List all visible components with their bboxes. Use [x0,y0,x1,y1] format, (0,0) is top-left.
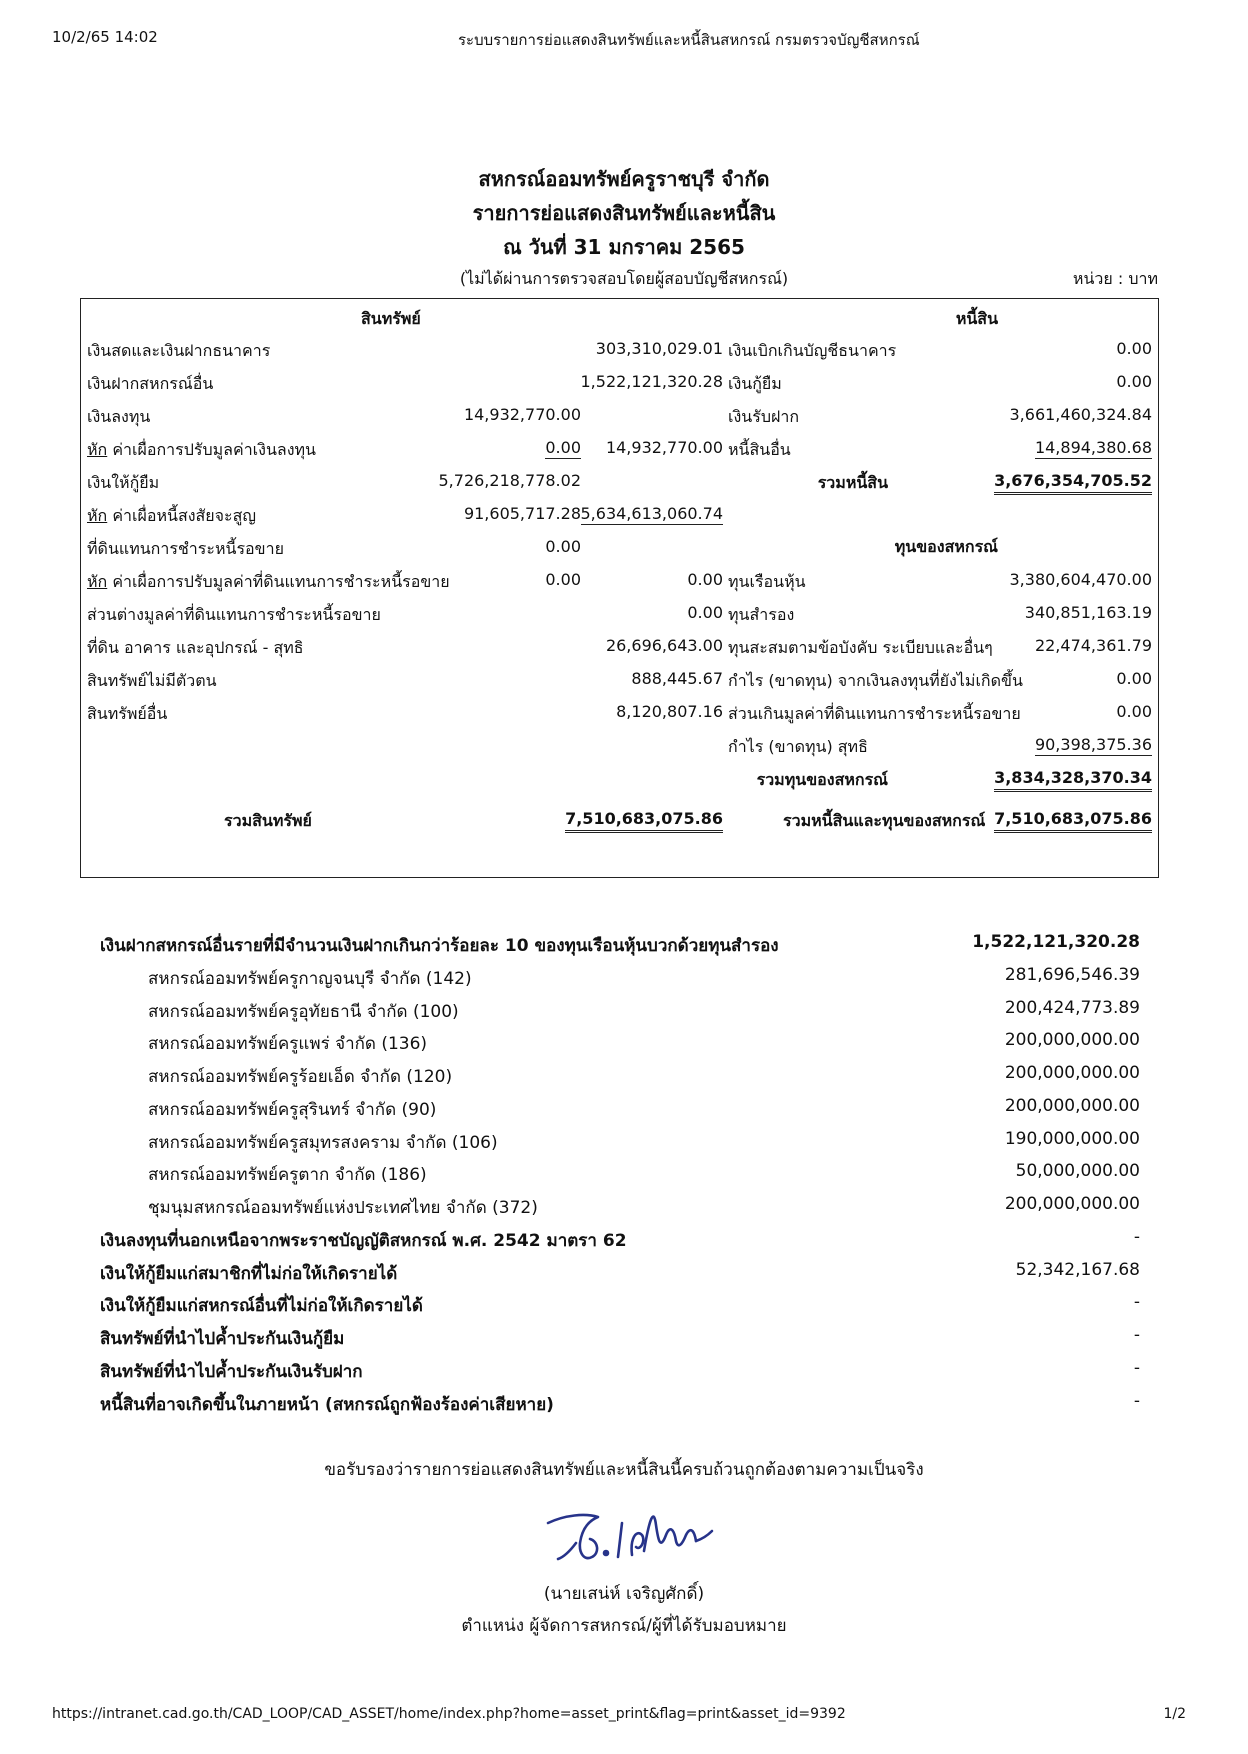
asset-value: 303,310,029.01 [595,339,723,358]
asset-subvalue: 14,932,770.00 [463,405,581,424]
report-date: ณ วันที่ 31 มกราคม 2565 [503,235,745,259]
total-assets-value: 7,510,683,075.86 [565,809,723,833]
equity-heading-row [81,535,1158,567]
asset-label-text: ค่าเผื่อหนี้สงสัยจะสูญ [107,506,257,525]
system-title: ระบบรายการย่อแสดงสินทรัพย์และหนี้สินสหกรณ์ กรมตรวจบัญชีสหกรณ์ [458,31,920,49]
sheet-row [81,570,1158,602]
disclosure-label: เงินให้กู้ยืมแก่สมาชิกที่ไม่ก่อให้เกิดรายได้ [100,1263,398,1284]
liability-label: ส่วนเกินมูลค่าที่ดินแทนการชำระหนี้รอขาย [728,704,1021,723]
asset-label [87,603,381,628]
asset-subvalue: 0.00 [545,438,581,457]
asset-value: 1,522,121,320.28 [580,372,723,391]
liability-label: ทุนเรือนหุ้น [728,572,806,591]
equity-heading: ทุนของสหกรณ์ [894,537,998,556]
sheet-row [81,636,1158,668]
deposit-row [0,1063,1248,1095]
asset-label [87,570,450,595]
deposit-row [0,1030,1248,1062]
audit-note: (ไม่ได้ผ่านการตรวจสอบโดยผู้สอบบัญชีสหกรณ์) [459,269,789,288]
asset-label-text: เงินฝากสหกรณ์อื่น [87,374,214,393]
deposit-coop-name: สหกรณ์ออมทรัพย์ครูสุรินทร์ จำกัด (90) [148,1099,437,1120]
deposit-row [0,998,1248,1030]
asset-subvalue: 91,605,717.28 [463,504,581,523]
liability-value: 3,834,328,370.34 [994,768,1152,792]
liability-label: เงินรับฝาก [728,407,800,426]
disclosure-amount: - [1133,1227,1140,1247]
print-datetime: 10/2/65 14:02 [52,28,158,46]
liability-label: ทุนสำรอง [728,605,795,624]
deposit-row [0,965,1248,997]
deposit-coop-name: สหกรณ์ออมทรัพย์ครูตาก จำกัด (186) [148,1165,427,1186]
deposit-amount: 50,000,000.00 [1015,1161,1140,1182]
sheet-row [81,471,1158,503]
deposit-amount: 200,000,000.00 [1004,1063,1140,1084]
liability-value: 14,894,380.68 [1034,438,1152,457]
deposit-row [0,1129,1248,1161]
disclosure-amount: - [1133,1357,1140,1378]
asset-label-text: ค่าเผื่อการปรับมูลค่าที่ดินแทนการชำระหนี้รอขาย [107,572,450,591]
disclosure-label: สินทรัพย์ที่นำไปค้ำประกันเงินกู้ยืม [100,1329,345,1350]
liability-label: เงินกู้ยืม [728,374,782,393]
asset-label-text: เงินสดและเงินฝากธนาคาร [87,341,271,360]
total-liab-equity-label: รวมหนี้สินและทุนของสหกรณ์ [783,811,986,830]
sheet-row [81,603,1158,635]
deposit-total: 1,522,121,320.28 [972,932,1140,952]
assets-heading: สินทรัพย์ [361,309,421,328]
footer-url[interactable]: https://intranet.cad.go.th/CAD_LOOP/CAD_ASSET/home/index.php?home=asset_print&flag=print&asset_id=9392 [52,1706,846,1722]
unit-label: หน่วย : บาท [1072,269,1158,288]
less-prefix: หัก [87,440,108,459]
liability-label: หนี้สินอื่น [728,440,791,459]
asset-value: 0.00 [687,603,723,622]
deposit-coop-name: สหกรณ์ออมทรัพย์ครูแพร่ จำกัด (136) [148,1034,428,1055]
asset-label [87,438,316,463]
disclosure-amount: 52,342,167.68 [1015,1259,1140,1280]
disclosure-label: สินทรัพย์ที่นำไปค้ำประกันเงินรับฝาก [100,1361,363,1382]
disclosure-amount: - [1133,1325,1140,1346]
deposit-coop-name: สหกรณ์ออมทรัพย์ครูกาญจนบุรี จำกัด (142) [148,969,472,989]
asset-subvalue: 5,726,218,778.02 [438,471,581,490]
disclosure-row [0,1292,1248,1324]
deposit-amount: 200,000,000.00 [1004,1030,1140,1051]
disclosure-row [0,1325,1248,1357]
asset-label [87,471,159,496]
less-prefix: หัก [87,506,108,525]
total-liab-equity-value: 7,510,683,075.86 [994,809,1152,833]
disclosure-row [0,1391,1248,1423]
liability-label: รวมหนี้สิน [817,473,888,492]
liability-value: 0.00 [1116,339,1152,358]
asset-value: 0.00 [687,570,723,589]
deposit-coop-name: สหกรณ์ออมทรัพย์ครูร้อยเอ็ด จำกัด (120) [148,1067,453,1088]
liability-value: 0.00 [1116,372,1152,391]
less-prefix: หัก [87,572,108,591]
deposit-coop-name: สหกรณ์ออมทรัพย์ครูอุทัยธานี จำกัด (100) [148,1001,459,1022]
asset-label-text: ส่วนต่างมูลค่าที่ดินแทนการชำระหนี้รอขาย [87,605,381,624]
deposit-heading: เงินฝากสหกรณ์อื่นรายที่มีจำนวนเงินฝากเกินกว่าร้อยละ 10 ของทุนเรือนหุ้นบวกด้วยทุนสำรอง [100,936,779,956]
asset-label-text: ที่ดินแทนการชำระหนี้รอขาย [87,539,284,558]
sheet-row [81,768,1158,800]
deposit-coop-name: สหกรณ์ออมทรัพย์ครูสมุทรสงคราม จำกัด (106) [148,1132,498,1153]
disclosure-amount: - [1133,1292,1140,1313]
asset-label [87,372,213,397]
sheet-headings [81,307,1158,339]
asset-label [87,405,150,430]
liability-value: 0.00 [1116,669,1152,688]
disclosure-amount: - [1133,1390,1140,1411]
asset-label [87,339,270,364]
asset-label-text: สินทรัพย์ไม่มีตัวตน [87,671,217,690]
deposit-amount: 200,424,773.89 [1004,997,1140,1018]
deposit-row [0,1161,1248,1193]
sheet-row [81,372,1158,404]
balance-sheet-box [80,298,1159,878]
deposit-amount: 281,696,546.39 [1004,965,1140,985]
liability-value: 3,676,354,705.52 [994,471,1152,495]
deposit-row [0,1096,1248,1128]
asset-subvalue: 0.00 [545,570,581,589]
signer-name: (นายเสน่ห์ เจริญศักดิ์) [543,1584,705,1604]
sheet-row [81,669,1158,701]
liability-label: กำไร (ขาดทุน) จากเงินลงทุนที่ยังไม่เกิดขึ้น [728,671,1023,690]
total-assets-label: รวมสินทรัพย์ [224,811,312,830]
asset-value: 5,634,613,060.74 [580,504,723,523]
deposit-amount: 200,000,000.00 [1004,1193,1140,1214]
certification-text: ขอรับรองว่ารายการย่อแสดงสินทรัพย์และหนี้สินนี้ครบถ้วนถูกต้องตามความเป็นจริง [324,1460,924,1480]
asset-subvalue: 0.00 [545,537,581,556]
coop-name: สหกรณ์ออมทรัพย์ครูราชบุรี จำกัด [478,167,770,191]
asset-value: 8,120,807.16 [616,702,723,721]
asset-label-text: ที่ดิน อาคาร และอุปกรณ์ - สุทธิ [87,638,304,657]
disclosure-row [0,1260,1248,1292]
asset-label [87,636,304,661]
deposit-amount: 190,000,000.00 [1004,1128,1140,1149]
sheet-row [81,438,1158,470]
asset-label-text: เงินให้กู้ยืม [87,473,160,492]
disclosure-label: เงินให้กู้ยืมแก่สหกรณ์อื่นที่ไม่ก่อให้เกิดรายได้ [100,1296,423,1317]
liability-value: 3,661,460,324.84 [1009,405,1152,424]
asset-label-text: เงินลงทุน [87,407,151,426]
liabilities-heading: หนี้สิน [955,309,998,328]
asset-value: 14,932,770.00 [605,438,723,457]
report-title: รายการย่อแสดงสินทรัพย์และหนี้สิน [472,201,776,225]
liability-value: 340,851,163.19 [1024,603,1152,622]
sheet-row [81,405,1158,437]
deposit-row [0,1194,1248,1226]
asset-label-text: ค่าเผื่อการปรับมูลค่าเงินลงทุน [107,440,316,459]
asset-label [87,669,217,694]
liability-value: 3,380,604,470.00 [1009,570,1152,589]
deposit-heading-row [0,932,1248,964]
asset-value: 26,696,643.00 [605,636,723,655]
asset-value: 888,445.67 [631,669,723,688]
sheet-row [81,702,1158,734]
disclosure-row [0,1227,1248,1259]
deposit-amount: 200,000,000.00 [1004,1095,1140,1116]
liability-value: 22,474,361.79 [1034,636,1152,655]
liability-value: 90,398,375.36 [1034,735,1152,754]
sheet-row [81,735,1158,767]
disclosure-row [0,1358,1248,1390]
liability-label: รวมทุนของสหกรณ์ [756,770,888,789]
page-number: 1/2 [1163,1706,1186,1722]
liability-label: กำไร (ขาดทุน) สุทธิ [728,737,868,756]
sheet-row [81,339,1158,371]
disclosure-label: เงินลงทุนที่นอกเหนือจากพระราชบัญญัติสหกรณ์ พ.ศ. 2542 มาตรา 62 [100,1231,627,1251]
liability-label: ทุนสะสมตามข้อบังคับ ระเบียบและอื่นๆ [728,638,993,657]
asset-label [87,702,167,727]
disclosure-label: หนี้สินที่อาจเกิดขึ้นในภายหน้า (สหกรณ์ถูกฟ้องร้องค่าเสียหาย) [100,1394,554,1415]
liability-label: เงินเบิกเกินบัญชีธนาคาร [728,341,897,360]
asset-label-text: สินทรัพย์อื่น [87,704,168,723]
liability-value: 0.00 [1116,702,1152,721]
totals-row [81,809,1158,841]
signature-mark [540,1495,720,1570]
signer-position: ตำแหน่ง ผู้จัดการสหกรณ์/ผู้ที่ได้รับมอบหมาย [461,1616,787,1636]
deposit-coop-name: ชุมนุมสหกรณ์ออมทรัพย์แห่งประเทศไทย จำกัด (372) [148,1197,538,1218]
